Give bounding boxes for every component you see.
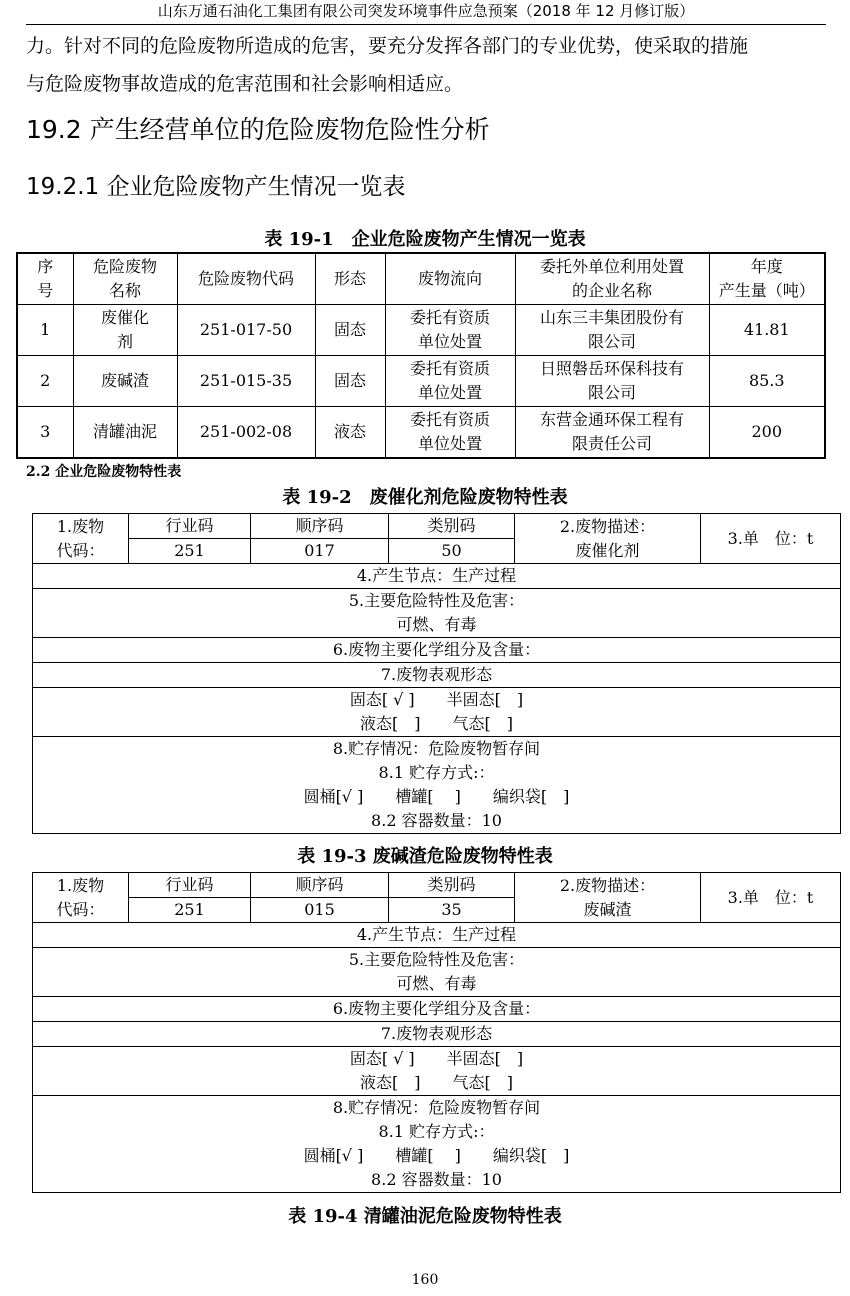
table-caption: 表 19-3 废碱渣危险废物特性表: [297, 846, 553, 867]
table-row: [17, 305, 825, 356]
form-liquid: 液态[ ]: [360, 714, 421, 733]
table-cell: 1: [17, 305, 73, 356]
table-cell: 废催化 剂: [73, 305, 177, 356]
table-row: [17, 407, 825, 459]
option-drum: 圆桶[√ ]: [303, 787, 364, 806]
sequence-code-value: 017: [251, 539, 389, 564]
form-semisolid: 半固态[ ]: [446, 1049, 524, 1068]
table-row: [17, 356, 825, 407]
composition-row: [33, 638, 841, 663]
unit-cell: 3.单 位：t: [701, 514, 841, 564]
form-label: 7.废物表观形态: [33, 663, 841, 688]
storage-row: [33, 1096, 841, 1193]
form-label: 7.废物表观形态: [33, 1022, 841, 1047]
code-label: 1.废物 代码：: [33, 873, 129, 923]
table-cell: 固态: [315, 356, 385, 407]
composition-cell: 6.废物主要化学组分及含量：: [33, 997, 841, 1022]
header-cell: 危险废物 名称: [73, 253, 177, 305]
form-liquid: 液态[ ]: [360, 1073, 421, 1092]
header-cell: 序 号: [17, 253, 73, 305]
table-cell: 251-002-08: [177, 407, 315, 459]
code-label: 1.废物 代码：: [33, 514, 129, 564]
form-label-row: [33, 1022, 841, 1047]
header-cell: 危险废物代码: [177, 253, 315, 305]
category-code-value: 50: [389, 539, 515, 564]
page-number: 160: [411, 1272, 439, 1288]
header-cell: 委托外单位利用处置 的企业名称: [515, 253, 709, 305]
form-solid: 固态[ √ ]: [349, 1049, 415, 1068]
table-cell: 200: [709, 407, 825, 459]
sequence-code-header: 顺序码: [251, 873, 389, 898]
industry-code-header: 行业码: [129, 873, 251, 898]
code-header-row: [33, 873, 841, 898]
storage-cell: 8.贮存情况：危险废物暂存间 8.1 贮存方式:： 圆桶[√ ] 槽罐[ ] 编织袋[ ] 8.2 容器数量：10: [33, 1096, 841, 1193]
form-label-row: [33, 663, 841, 688]
hazard-cell: 5.主要危险特性及危害： 可燃、有毒: [33, 589, 841, 638]
header-cell: 年度 产生量（吨）: [709, 253, 825, 305]
composition-cell: 6.废物主要化学组分及含量：: [33, 638, 841, 663]
option-drum: 圆桶[√ ]: [303, 1146, 364, 1165]
header-cell: 废物流向: [385, 253, 515, 305]
subsection-heading: 19.2.1 企业危险废物产生情况一览表: [26, 174, 406, 200]
form-semisolid: 半固态[ ]: [446, 690, 524, 709]
waste-property-table: [32, 513, 841, 834]
unit-cell: 3.单 位：t: [701, 873, 841, 923]
production-node: 4.产生节点：生产过程: [33, 923, 841, 948]
paragraph-line-1: 力。针对不同的危险废物所造成的危害，要充分发挥各部门的专业优势，使采取的措施: [26, 35, 749, 57]
industry-code-header: 行业码: [129, 514, 251, 539]
category-code-header: 类别码: [389, 873, 515, 898]
form-solid: 固态[ √ ]: [349, 690, 415, 709]
table-cell: 委托有资质 单位处置: [385, 305, 515, 356]
storage-row: [33, 737, 841, 834]
production-node-row: [33, 564, 841, 589]
table-cell: 固态: [315, 305, 385, 356]
form-options-row: [33, 1047, 841, 1096]
table-cell: 液态: [315, 407, 385, 459]
option-tank: 槽罐[ ]: [395, 787, 461, 806]
table-cell: 41.81: [709, 305, 825, 356]
subheading: 2.2 企业危险废物特性表: [26, 464, 182, 480]
form-options-row: [33, 688, 841, 737]
storage-cell: 8.贮存情况：危险废物暂存间 8.1 贮存方式:： 圆桶[√ ] 槽罐[ ] 编织袋[ ] 8.2 容器数量：10: [33, 737, 841, 834]
paragraph-line-2: 与危险废物事故造成的危害范围和社会影响相适应。: [26, 73, 464, 95]
table-cell: 废碱渣: [73, 356, 177, 407]
form-gas: 气态[ ]: [452, 1073, 513, 1092]
code-header-row: [33, 514, 841, 539]
category-code-value: 35: [389, 898, 515, 923]
option-tank: 槽罐[ ]: [395, 1146, 461, 1165]
waste-property-table: [32, 872, 841, 1193]
table-cell: 2: [17, 356, 73, 407]
option-bag: 编织袋[ ]: [492, 1146, 570, 1165]
industry-code-value: 251: [129, 539, 251, 564]
hazard-cell: 5.主要危险特性及危害： 可燃、有毒: [33, 948, 841, 997]
option-bag: 编织袋[ ]: [492, 787, 570, 806]
form-options: [33, 688, 841, 737]
sequence-code-header: 顺序码: [251, 514, 389, 539]
production-node: 4.产生节点：生产过程: [33, 564, 841, 589]
industry-code-value: 251: [129, 898, 251, 923]
form-gas: 气态[ ]: [452, 714, 513, 733]
table-caption: 表 19-4 清罐油泥危险废物特性表: [288, 1206, 562, 1227]
waste-description: 2.废物描述： 废碱渣: [515, 873, 701, 923]
table-cell: 东营金通环保工程有 限责任公司: [515, 407, 709, 459]
table-cell: 清罐油泥: [73, 407, 177, 459]
header-cell: 形态: [315, 253, 385, 305]
table-cell: 251-017-50: [177, 305, 315, 356]
table-cell: 3: [17, 407, 73, 459]
category-code-header: 类别码: [389, 514, 515, 539]
table-header-row: [17, 253, 825, 305]
sequence-code-value: 015: [251, 898, 389, 923]
table-caption: 表 19-1 企业危险废物产生情况一览表: [264, 229, 586, 250]
table-cell: 委托有资质 单位处置: [385, 356, 515, 407]
hazard-row: [33, 589, 841, 638]
waste-description: 2.废物描述： 废催化剂: [515, 514, 701, 564]
form-options: [33, 1047, 841, 1096]
table-cell: 委托有资质 单位处置: [385, 407, 515, 459]
production-node-row: [33, 923, 841, 948]
table-caption: 表 19-2 废催化剂危险废物特性表: [282, 487, 568, 508]
hazard-row: [33, 948, 841, 997]
section-heading: 19.2 产生经营单位的危险废物危险性分析: [26, 115, 490, 144]
composition-row: [33, 997, 841, 1022]
table-cell: 山东三丰集团股份有 限公司: [515, 305, 709, 356]
waste-overview-table: [16, 252, 826, 459]
table-cell: 日照磐岳环保科技有 限公司: [515, 356, 709, 407]
table-cell: 85.3: [709, 356, 825, 407]
page-header: 山东万通石油化工集团有限公司突发环境事件应急预案（2018 年 12 月修订版）: [26, 0, 826, 25]
table-cell: 251-015-35: [177, 356, 315, 407]
